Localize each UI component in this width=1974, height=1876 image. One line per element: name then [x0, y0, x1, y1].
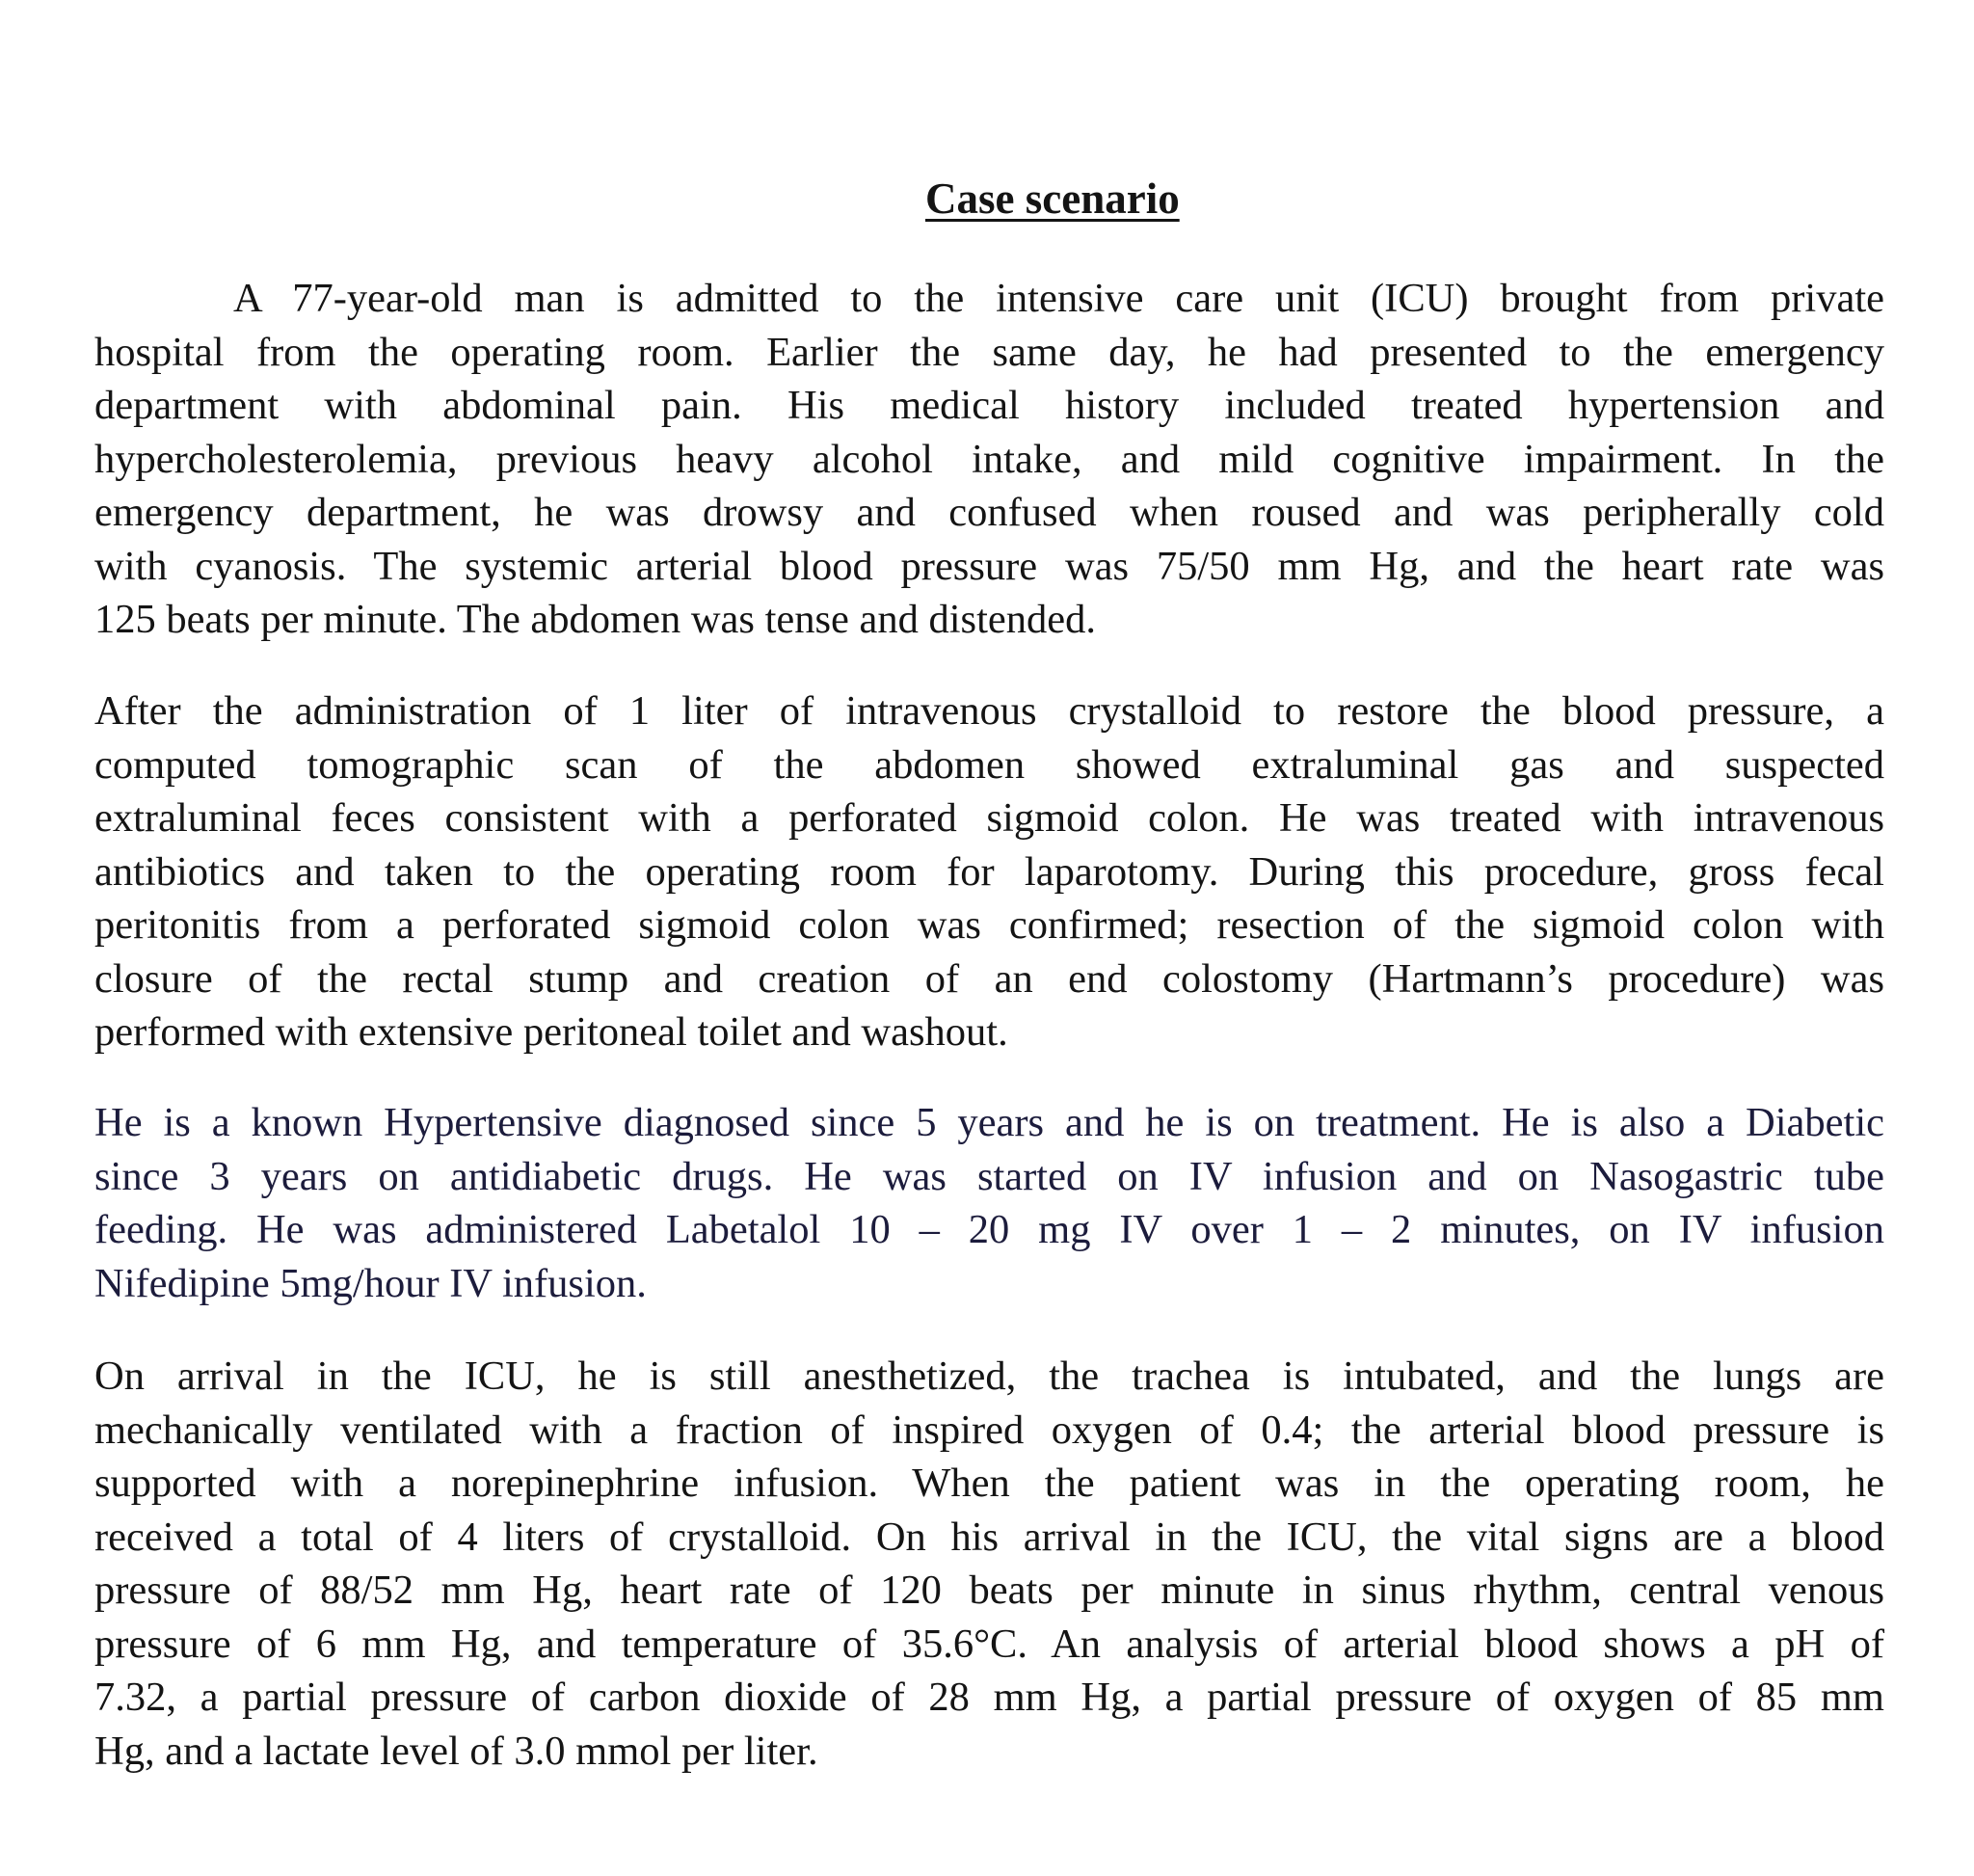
text-line: On arrival in the ICU, he is still anesthetized, the trachea is intubated, and the lungs are [94, 1353, 1884, 1399]
paragraph-icu-arrival [94, 1350, 1884, 1778]
paragraph-surgery [94, 684, 1884, 1059]
paragraph-history-treatment [94, 1096, 1884, 1310]
paragraph-presentation [94, 272, 1884, 647]
text-line: emergency department, he was drowsy and confused when roused and was peripherally cold [94, 490, 1884, 535]
text-line: 7.32, a partial pressure of carbon dioxide of 28 mm Hg, a partial pressure of oxygen of 85 mm [94, 1675, 1884, 1720]
text-line: mechanically ventilated with a fraction of inspired oxygen of 0.4; the arterial blood pressure is [94, 1407, 1884, 1453]
text-line: After the administration of 1 liter of intravenous crystalloid to restore the blood pressure, a [94, 688, 1884, 734]
text-line: 125 beats per minute. The abdomen was tense and distended. [94, 597, 1097, 642]
text-line: with cyanosis. The systemic arterial blood pressure was 75/50 mm Hg, and the heart rate was [94, 543, 1884, 589]
text-line: computed tomographic scan of the abdomen showed extraluminal gas and suspected [94, 741, 1884, 788]
text-line: received a total of 4 liters of crystalloid. On his arrival in the ICU, the vital signs are a blood [94, 1514, 1884, 1560]
text-line: He is a known Hypertensive diagnosed since 5 years and he is on treatment. He is also a Diabetic [94, 1100, 1884, 1145]
text-line: Nifedipine 5mg/hour IV infusion. [94, 1260, 647, 1306]
text-line: A 77-year-old man is admitted to the intensive care unit (ICU) brought from private [233, 276, 1884, 321]
text-line: extraluminal feces consistent with a perforated sigmoid colon. He was treated with intravenous [94, 795, 1884, 841]
text-line: hypercholesterolemia, previous heavy alcohol intake, and mild cognitive impairment. In the [94, 436, 1884, 482]
text-line: closure of the rectal stump and creation of an end colostomy (Hartmann’s procedure) was [94, 955, 1884, 1002]
text-line: hospital from the operating room. Earlier the same day, he had presented to the emergency [94, 329, 1884, 375]
document-title: Case scenario [925, 174, 1180, 223]
text-line: pressure of 88/52 mm Hg, heart rate of 120 beats per minute in sinus rhythm, central venous [94, 1568, 1884, 1613]
text-line: antibiotics and taken to the operating room for laparotomy. During this procedure, gross fecal [94, 848, 1884, 895]
text-line: Hg, and a lactate level of 3.0 mmol per liter. [94, 1728, 818, 1774]
text-line: since 3 years on antidiabetic drugs. He was started on IV infusion and on Nasogastric tube [94, 1153, 1884, 1199]
text-line: peritonitis from a perforated sigmoid colon was confirmed; resection of the sigmoid colon with [94, 902, 1884, 948]
text-line: pressure of 6 mm Hg, and temperature of 35.6°C. An analysis of arterial blood shows a pH of [94, 1621, 1884, 1667]
text-line: feeding. He was administered Labetalol 10 – 20 mg IV over 1 – 2 minutes, on IV infusion [94, 1207, 1884, 1252]
text-line: performed with extensive peritoneal toilet and washout. [94, 1009, 1008, 1055]
text-line: department with abdominal pain. His medical history included treated hypertension and [94, 383, 1884, 428]
text-line: supported with a norepinephrine infusion. When the patient was in the operating room, he [94, 1461, 1884, 1506]
